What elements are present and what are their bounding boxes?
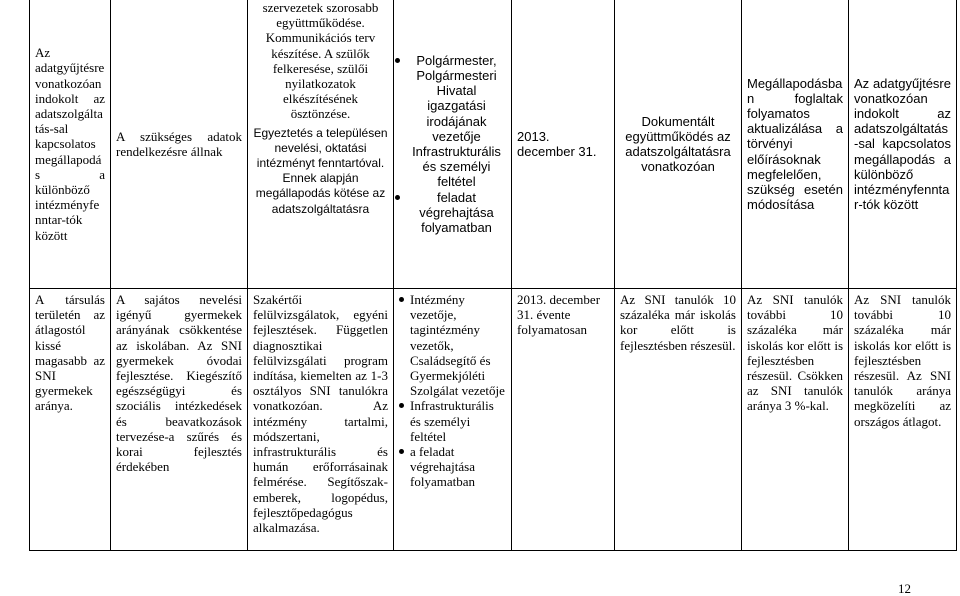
cell-action — [248, 0, 394, 289]
cell-action-continued-text: szervezetek szorosabb együttműködése. Kommunikációs terv készítése. A szülők felkeresése, szülői nyilatkozatok elkészítésének ösztönzése. — [262, 0, 379, 122]
list-item: feladat végrehajtása folyamatban — [399, 190, 506, 236]
action-plan-table — [29, 0, 957, 551]
cell-indicator-mid: Megállapodásba n foglaltak folyamatos aktualizálása a törvényi előírásoknak megfelelően, szükség esetén módosítása — [742, 0, 849, 289]
cell-indicator-short: Dokumentált együttműködés az adatszolgáltatásra vonatkozóan — [615, 0, 742, 289]
cell-deadline: 2013. december 31. — [512, 0, 615, 289]
table-row — [30, 0, 957, 289]
cell-indicator-mid: Az SNI tanulók további 10 százaléka már iskolás kor előtt is fejlesztésben részesül. Csökken az SNI tanulók aránya 3 %-kal. — [742, 289, 849, 551]
list-item: a feladat végrehajtása folyamatban — [399, 444, 506, 490]
responsible-list — [399, 53, 506, 235]
cell-cause: A sajátos nevelési igényű gyermekek arányának csökkentése az iskolában. Az SNI gyermekek óvodai fejlesztése. Kiegészítő egészségügyi és szociális intézkedések és beavatkozások tervezése-a szűrés és korai fejlesztés érdekében — [111, 289, 248, 551]
list-item: Intézmény vezetője, tagintézmény vezetők, Családsegítő és Gyermekjóléti Szolgálat vezetője — [399, 292, 506, 398]
cell-indicator-short: Az SNI tanulók 10 százaléka már iskolás kor előtt is fejlesztésben részesül. — [615, 289, 742, 551]
bullet-icon — [399, 297, 404, 302]
list-item: Infrastrukturális és személyi feltétel — [399, 398, 506, 444]
list-item: Polgármester, Polgármesteri Hivatal igazgatási irodájának vezetője Infrastrukturális és személyi feltétel — [399, 53, 506, 190]
cell-problem: A társulás területén az átlagostól kissé magasabb az SNI gyermekek aránya. — [30, 289, 111, 551]
cell-action: Szakértői felülvizsgálatok, egyéni fejlesztések. Független diagnosztikai felülvizsgálati program indítása, kiemelten az 1-3 osztályos SNI tanulókra vonatkozóan. Az intézmény tartalmi, módszertani, infrastrukturális és humán erőforrásainak felmérése. Segítőszak-emberek, logopédus, fejlesztőpedagógus alkalmazása. — [248, 289, 394, 551]
bullet-icon — [399, 449, 404, 454]
bullet-icon — [399, 403, 404, 408]
cell-action-agreement-text: Egyeztetés a településen nevelési, oktatási intézményt fenntartóval. Ennek alapján megállapodás kötése az adatszolgáltatásra — [253, 125, 388, 216]
bullet-icon — [395, 195, 400, 200]
cell-responsible — [394, 289, 512, 551]
cell-cause: A szükséges adatok rendelkezésre állnak — [111, 0, 248, 289]
responsible-list — [399, 292, 506, 490]
cell-indicator-long: Az SNI tanulók további 10 százaléka már iskolás kor előtt is fejlesztésben részesül. Az SNI tanulók aránya megközelíti az országos átlagot. — [849, 289, 957, 551]
page-number: 12 — [898, 581, 911, 596]
cell-indicator-long: Az adatgyűjtésre vonatkozóan indokolt az adatszolgáltatás-sal kapcsolatos megállapodás a különböző intézményfennta r-tók között — [849, 0, 957, 289]
cell-deadline: 2013. december 31. évente folyamatosan — [512, 289, 615, 551]
bullet-icon — [395, 58, 400, 63]
cell-responsible — [394, 0, 512, 289]
table-row — [30, 289, 957, 551]
cell-problem: Az adatgyűjtésre vonatkozóan indokolt az adatszolgáltatás-sal kapcsolatos megállapodás a különböző intézményfenntar-tók között — [30, 0, 111, 289]
